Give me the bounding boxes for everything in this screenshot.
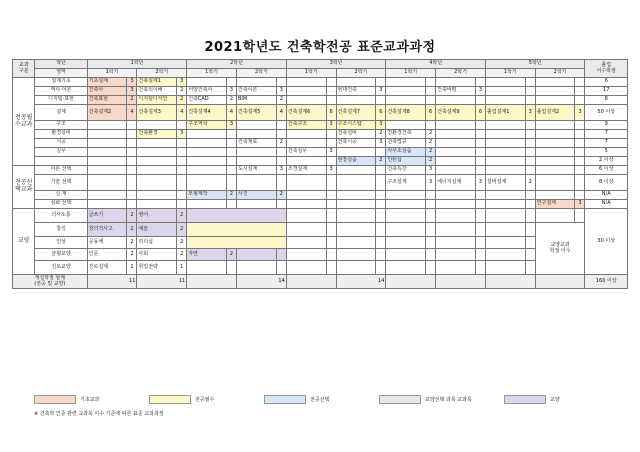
credit-cell: 3 — [525, 105, 535, 121]
row-label: 이론 선택 — [35, 166, 87, 175]
course-cell: 사진 — [236, 191, 276, 200]
course-cell: 건축구조 — [286, 121, 326, 130]
credit-cell: 3 — [276, 166, 286, 175]
row-credits: N/A — [585, 191, 628, 200]
credit-cell: 3 — [575, 105, 585, 121]
section-major: 전공필수교과 — [13, 78, 35, 166]
course-cell: 사무소실습 — [386, 148, 426, 157]
row-credits: 7 — [585, 139, 628, 148]
header-year-row — [13, 60, 628, 69]
total-value: 11 — [137, 275, 187, 289]
table-row — [13, 121, 628, 130]
course-cell: 구조역학 — [187, 121, 227, 130]
row-label: 인성 — [35, 237, 87, 249]
course-cell: 에너지설계 — [436, 175, 476, 191]
row-credits: 6 이상 — [585, 166, 628, 175]
credit-cell: 2 — [426, 148, 436, 157]
credit-cell: 4 — [276, 105, 286, 121]
credit-cell: 1 — [177, 261, 187, 275]
course-cell: 인턴십 — [386, 157, 426, 166]
table-row — [13, 157, 628, 166]
course-cell: 현대건축 — [336, 87, 376, 96]
semester-header: 2학기 — [436, 69, 486, 78]
course-cell: 건축설계2 — [87, 105, 127, 121]
row-label: 디지털·표현 — [35, 96, 87, 105]
row-label: 의사소통 — [35, 209, 87, 223]
credit-cell: 3 — [127, 87, 137, 96]
semester-header: 2학기 — [535, 69, 585, 78]
row-credits: 5 — [585, 148, 628, 157]
row-label: 시공 — [35, 139, 87, 148]
year-3-header: 3학년 — [286, 60, 386, 69]
course-cell: 건축환경 — [137, 130, 177, 139]
course-cell: 건축특강 — [386, 166, 426, 175]
credit-cell: 6 — [376, 105, 386, 121]
row-label: 환경설비 — [35, 130, 87, 139]
course-cell: 인문 — [87, 249, 127, 261]
legend-label: 교양선택 과목 교과목 — [425, 397, 472, 403]
credit-cell: 3 — [276, 87, 286, 96]
year-5-header: 5학년 — [485, 60, 585, 69]
table-row — [13, 96, 628, 105]
credit-cell: 2 — [276, 191, 286, 200]
liberal-note: 교양교과 학점 이수 — [535, 223, 585, 275]
table-row — [13, 148, 628, 157]
course-cell: 조경설계 — [286, 166, 326, 175]
table-row — [13, 223, 628, 237]
table-row — [13, 200, 628, 209]
semester-header: 2학기 — [137, 69, 187, 78]
course-cell: 디지털디자인 — [137, 96, 177, 105]
semester-header: 1학기 — [187, 69, 237, 78]
credit-cell: 4 — [177, 105, 187, 121]
course-cell: 건축의이해 — [137, 87, 177, 96]
course-cell: 건축설계7 — [336, 105, 376, 121]
credit-cell: 3 — [227, 87, 237, 96]
total-row — [13, 275, 628, 289]
course-cell: 영어 — [137, 209, 177, 223]
table-row — [13, 87, 628, 96]
course-cell: 건축이론 — [236, 87, 276, 96]
total-value — [187, 275, 237, 289]
course-cell: 건축시공 — [336, 139, 376, 148]
course-cell: 건축실무 — [286, 148, 326, 157]
credit-cell: 2 — [177, 237, 187, 249]
credit-cell: 3 — [326, 166, 336, 175]
row-label: 실 계 — [35, 191, 87, 200]
row-credits: 2 이상 — [585, 157, 628, 166]
section-major-elective: 전공선택교과 — [13, 166, 35, 209]
credit-cell: 2 — [127, 237, 137, 249]
footnote: ※ 건축학 인증 관련 교과목 이수 기준에 따른 표준 교과과정 — [34, 411, 164, 417]
course-cell: 졸업설계2 — [535, 105, 575, 121]
legend-swatch — [34, 395, 76, 404]
required-credits-header: 졸업 이수학점 — [585, 60, 628, 78]
legend-item — [264, 395, 329, 402]
credit-cell: 2 — [177, 96, 187, 105]
total-value: 14 — [336, 275, 386, 289]
credit-cell: 2 — [127, 223, 137, 237]
semester-header: 2학기 — [336, 69, 386, 78]
table-row — [13, 130, 628, 139]
legend-item — [34, 395, 99, 402]
row-credits: 8 — [585, 96, 628, 105]
legend-swatch — [149, 395, 191, 404]
credit-cell: 3 — [227, 121, 237, 130]
total-value: 11 — [87, 275, 137, 289]
credit-cell: 6 — [475, 105, 485, 121]
row-label: 기술 선택 — [35, 175, 87, 191]
legend-item — [149, 395, 214, 402]
course-cell: 자연 — [187, 249, 227, 261]
credit-cell: 6 — [426, 105, 436, 121]
credit-cell: 3 — [376, 139, 386, 148]
credit-cell: 3 — [475, 175, 485, 191]
course-cell: 도시설계 — [236, 166, 276, 175]
course-cell: 창의적사고 — [87, 223, 127, 237]
credit-cell: 3 — [575, 200, 585, 209]
row-credits: 9 — [585, 121, 628, 130]
table-row — [13, 105, 628, 121]
credit-cell: 2 — [376, 130, 386, 139]
row-label: 균형교양 — [35, 249, 87, 261]
row-label: 설계 — [35, 105, 87, 121]
legend-label: 기초교과 — [80, 397, 100, 403]
credit-cell: 2 — [227, 249, 237, 261]
table-row — [13, 175, 628, 191]
credit-cell: 6 — [326, 105, 336, 121]
course-cell: 건축설계3 — [137, 105, 177, 121]
total-value — [436, 275, 486, 289]
course-cell: 설비설계 — [485, 175, 525, 191]
page-title: 2021학년도 건축학전공 표준교과과정 — [204, 40, 436, 55]
row-credits: 8 이상 — [585, 175, 628, 191]
credit-cell: 2 — [127, 249, 137, 261]
course-cell: 사회 — [137, 249, 177, 261]
section-liberal: 교양 — [13, 209, 35, 275]
credit-cell: 1 — [127, 261, 137, 275]
semester-header: 2학기 — [236, 69, 286, 78]
course-cell: 건축설계5 — [236, 105, 276, 121]
credit-cell: 3 — [376, 121, 386, 130]
year-4-header: 4학년 — [386, 60, 486, 69]
credit-cell: 2 — [227, 96, 237, 105]
course-cell: 건축설계1 — [137, 78, 177, 87]
total-value — [286, 275, 336, 289]
credit-cell: 2 — [227, 191, 237, 200]
legend-item — [379, 395, 472, 402]
header-semester-row — [13, 69, 628, 78]
legend-swatch — [504, 395, 546, 404]
course-cell: 건축표현 — [87, 96, 127, 105]
liberal-credits: 30 이상 — [585, 209, 628, 275]
credit-cell: 2 — [177, 87, 187, 96]
table-row — [13, 78, 628, 87]
table-row — [13, 191, 628, 200]
total-value — [535, 275, 585, 289]
course-cell: 건축설비 — [336, 130, 376, 139]
credit-cell: 2 — [276, 96, 286, 105]
total-value: 14 — [236, 275, 286, 289]
course-cell: 건축설계9 — [436, 105, 476, 121]
row-label: 심화 선택 — [35, 200, 87, 209]
course-cell: 연구설계 — [535, 200, 575, 209]
year-2-header: 2학년 — [187, 60, 287, 69]
course-cell: 건축설계8 — [386, 105, 426, 121]
course-cell: 취업전략 — [137, 261, 177, 275]
course-cell: 기초설계 — [87, 78, 127, 87]
credit-cell: 3 — [426, 166, 436, 175]
course-cell: 예술 — [137, 223, 177, 237]
area-header: 교과 구분 — [13, 60, 35, 78]
year-1-header: 1학년 — [87, 60, 187, 69]
course-cell: 건축재료 — [236, 139, 276, 148]
course-cell: 공동체 — [87, 237, 127, 249]
credit-cell: 3 — [475, 87, 485, 96]
credit-cell: 4 — [127, 105, 137, 121]
row-credits: 6 — [585, 78, 628, 87]
credit-cell: 2 — [426, 139, 436, 148]
credit-cell: 2 — [376, 157, 386, 166]
course-cell: 구조설계 — [386, 175, 426, 191]
total-credits: 160 이상 — [585, 275, 628, 289]
credit-cell: 3 — [326, 121, 336, 130]
semester-header: 1학기 — [87, 69, 137, 78]
row-label: 진로교양 — [35, 261, 87, 275]
legend-label: 전공필수 — [195, 397, 215, 403]
legend-swatch — [264, 395, 306, 404]
credit-cell: 3 — [127, 78, 137, 87]
credit-cell: 2 — [276, 139, 286, 148]
table-row — [13, 166, 628, 175]
course-cell: 글쓰기 — [87, 209, 127, 223]
semester-header: 1학기 — [286, 69, 336, 78]
course-cell: 건축비평 — [436, 87, 476, 96]
credit-cell: 2 — [426, 157, 436, 166]
grade-header: 학년 — [35, 60, 87, 69]
course-cell: 건축법규 — [386, 139, 426, 148]
row-label: 창의 — [35, 223, 87, 237]
row-credits: 50 이상 — [585, 105, 628, 121]
credit-cell: 3 — [376, 87, 386, 96]
credit-cell: 2 — [525, 175, 535, 191]
credit-cell: 2 — [177, 249, 187, 261]
course-cell: 리더십 — [137, 237, 177, 249]
total-value — [386, 275, 436, 289]
semester-header: 1학기 — [386, 69, 436, 78]
row-label — [35, 157, 87, 166]
course-cell: 친환경건축 — [386, 130, 426, 139]
credit-cell: 2 — [177, 209, 187, 223]
row-credits: 17 — [585, 87, 628, 96]
table-row — [13, 209, 628, 223]
credit-cell: 3 — [177, 78, 187, 87]
row-credits: N/A — [585, 200, 628, 209]
course-cell: 건축설계4 — [187, 105, 227, 121]
legend-item — [504, 395, 560, 402]
semester-header: 1학기 — [485, 69, 535, 78]
row-label: 구조 — [35, 121, 87, 130]
credit-cell: 3 — [426, 175, 436, 191]
table-row — [13, 139, 628, 148]
course-cell: 진로설계 — [87, 261, 127, 275]
legend-label: 전공선택 — [310, 397, 330, 403]
credit-cell: 2 — [426, 130, 436, 139]
course-cell: 건축CAD — [187, 96, 227, 105]
course-cell: 구조시스템 — [336, 121, 376, 130]
course-cell: 현장실습 — [336, 157, 376, 166]
course-cell: 졸업설계1 — [485, 105, 525, 121]
row-label: 설계기초 — [35, 78, 87, 87]
row-label: 역사·이론 — [35, 87, 87, 96]
total-value — [485, 275, 535, 289]
credit-cell: 3 — [177, 130, 187, 139]
curriculum-table — [12, 59, 628, 289]
course-cell: 건축사 — [87, 87, 127, 96]
credit-cell: 3 — [326, 148, 336, 157]
credit-cell: 2 — [177, 223, 187, 237]
credit-cell: 2 — [127, 96, 137, 105]
course-cell: 건축설계6 — [286, 105, 326, 121]
course-cell: 모형제작 — [187, 191, 227, 200]
credit-cell: 4 — [227, 105, 237, 121]
legend-label: 교양 — [550, 397, 560, 403]
row-credits: 7 — [585, 130, 628, 139]
course-cell: BIM — [236, 96, 276, 105]
field-header: 영역 — [35, 69, 87, 78]
total-label: 개설학점 합계 (전공 및 교양) — [13, 275, 88, 289]
course-cell: 서양건축사 — [187, 87, 227, 96]
legend-swatch — [379, 395, 421, 404]
row-label: 실무 — [35, 148, 87, 157]
credit-cell: 2 — [127, 209, 137, 223]
